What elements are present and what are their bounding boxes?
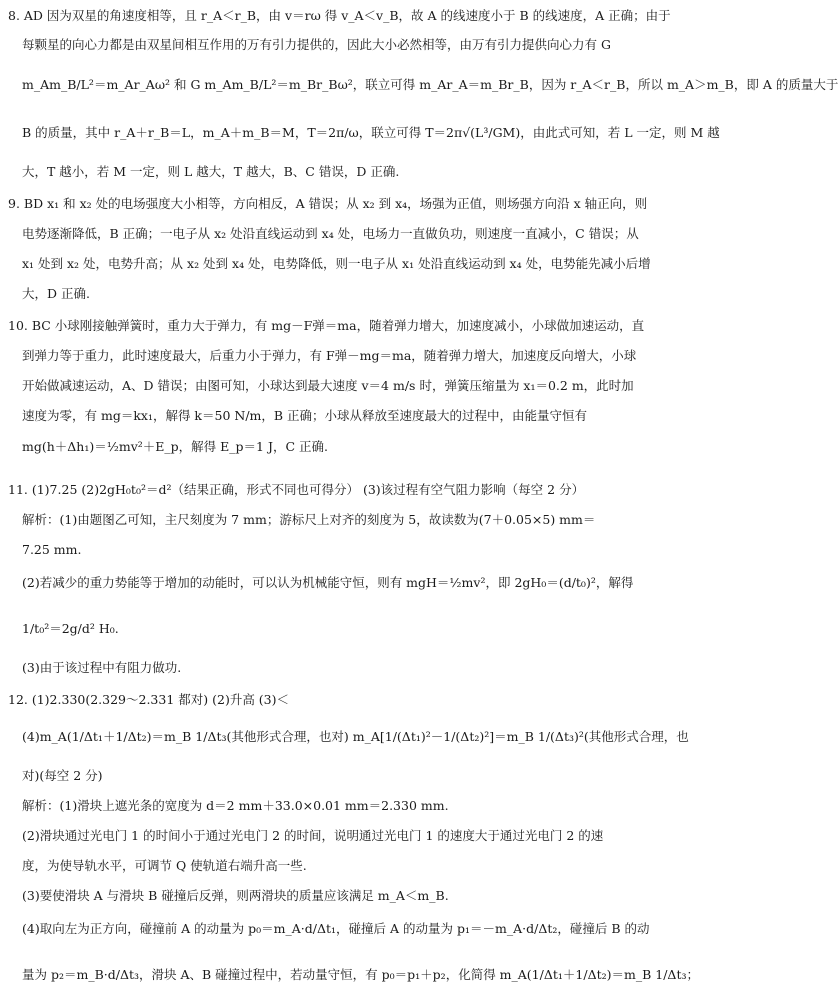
q11-line-3: 7.25 mm. (22, 542, 82, 557)
q12-line-2: (4)m_A(1/Δt₁＋1/Δt₂)＝m_B 1/Δt₃(其他形式合理，也对) m_A[1/(Δt₁)²－1/(Δt₂)²]＝m_B 1/(Δt₃)²(其他形式合理，也 (22, 729, 689, 744)
q10-line-1: 10. BC 小球刚接触弹簧时，重力大于弹力，有 mg－F弹＝ma，随着弹力增大，加速度减小，小球做加速运动，直 (8, 318, 645, 333)
q12-line-3: 对)(每空 2 分) (22, 768, 103, 783)
q8-line-3: m_Am_B/L²＝m_Ar_Aω² 和 G m_Am_B/L²＝m_Br_Bω²，联立可得 m_Ar_A＝m_Br_B，因为 r_A＜r_B，所以 m_A＞m_B，即 A 的质量大于 (22, 77, 838, 92)
q12-line-4: 解析：(1)滑块上遮光条的宽度为 d＝2 mm＋33.0×0.01 mm＝2.330 mm. (22, 798, 449, 813)
q11-line-1: 11. (1)7.25 (2)2gH₀t₀²＝d²（结果正确，形式不同也可得分） (3)该过程有空气阻力影响（每空 2 分） (8, 482, 585, 497)
q9-line-4: 大，D 正确. (22, 286, 90, 301)
q8-line-2: 每颗星的向心力都是由双星间相互作用的万有引力提供的，因此大小必然相等，由万有引力提供向心力有 G (22, 37, 611, 52)
q12-line-9: 量为 p₂＝m_B·d/Δt₃，滑块 A、B 碰撞过程中，若动量守恒，有 p₀＝p₁＋p₂，化简得 m_A(1/Δt₁＋1/Δt₂)＝m_B 1/Δt₃； (22, 967, 699, 982)
q8-line-5: 大，T 越小，若 M 一定，则 L 越大，T 越大，B、C 错误，D 正确. (22, 164, 400, 179)
q9-line-3: x₁ 处到 x₂ 处，电势升高；从 x₂ 处到 x₄ 处，电势降低，则一电子从 x₁ 处沿直线运动到 x₄ 处，电势能先减小后增 (22, 256, 651, 271)
q10-line-5: mg(h＋Δh₁)＝½mv²＋E_p，解得 E_p＝1 J，C 正确. (22, 439, 328, 454)
q9-line-1: 9. BD x₁ 和 x₂ 处的电场强度大小相等，方向相反，A 错误；从 x₂ 到 x₄，场强为正值，则场强方向沿 x 轴正向，则 (8, 196, 648, 211)
q11-line-5: 1/t₀²＝2g/d² H₀. (22, 621, 119, 636)
q9-line-2: 电势逐渐降低，B 正确；一电子从 x₂ 处沿直线运动到 x₄ 处，电场力一直做负功，则速度一直减小，C 错误；从 (22, 226, 639, 241)
q12-line-1: 12. (1)2.330(2.329～2.331 都对) (2)升高 (3)＜ (8, 692, 290, 707)
q11-line-2: 解析：(1)由题图乙可知，主尺刻度为 7 mm；游标尺上对齐的刻度为 5，故读数为(7＋0.05×5) mm＝ (22, 512, 596, 527)
q8-line-4: B 的质量，其中 r_A＋r_B＝L，m_A＋m_B＝M，T＝2π/ω，联立可得 T＝2π√(L³/GM)，由此式可知，若 L 一定，则 M 越 (22, 125, 720, 140)
q8-line-1: 8. AD 因为双星的角速度相等，且 r_A＜r_B，由 v＝rω 得 v_A＜v_B，故 A 的线速度小于 B 的线速度，A 正确；由于 (8, 8, 671, 23)
q12-line-8: (4)取向左为正方向，碰撞前 A 的动量为 p₀＝m_A·d/Δt₁，碰撞后 A 的动量为 p₁＝－m_A·d/Δt₂，碰撞后 B 的动 (22, 921, 650, 936)
q10-line-3: 开始做减速运动，A、D 错误；由图可知，小球达到最大速度 v＝4 m/s 时，弹簧压缩量为 x₁＝0.2 m，此时加 (22, 378, 634, 393)
q11-line-4: (2)若减少的重力势能等于增加的动能时，可以认为机械能守恒，则有 mgH＝½mv²，即 2gH₀＝(d/t₀)²，解得 (22, 575, 634, 590)
q12-line-6: 度，为使导轨水平，可调节 Q 使轨道右端升高一些. (22, 858, 307, 873)
q10-line-2: 到弹力等于重力，此时速度最大，后重力小于弹力，有 F弹－mg＝ma，随着弹力增大，加速度反向增大，小球 (22, 348, 637, 363)
q11-line-6: (3)由于该过程中有阻力做功. (22, 660, 182, 675)
q12-line-7: (3)要使滑块 A 与滑块 B 碰撞后反弹，则两滑块的质量应该满足 m_A＜m_B. (22, 888, 449, 903)
q12-line-5: (2)滑块通过光电门 1 的时间小于通过光电门 2 的时间，说明通过光电门 1 的速度大于通过光电门 2 的速 (22, 828, 604, 843)
q10-line-4: 速度为零，有 mg＝kx₁，解得 k＝50 N/m，B 正确；小球从释放至速度最大的过程中，由能量守恒有 (22, 408, 588, 423)
